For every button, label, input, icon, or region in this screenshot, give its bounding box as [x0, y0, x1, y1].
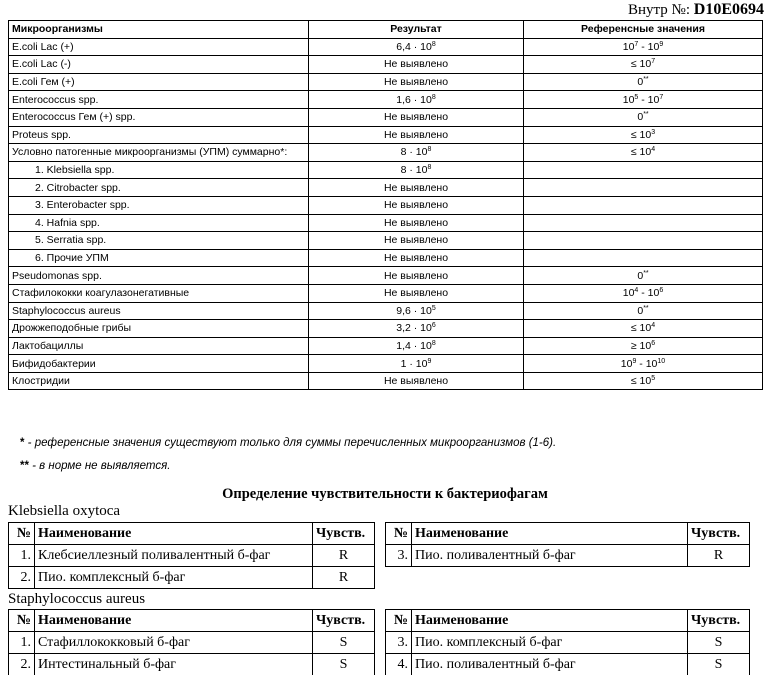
phage-row: [386, 545, 750, 567]
reference-range-upper: - 10: [636, 358, 657, 370]
reference-value: [524, 73, 763, 91]
reference-exponent-upper: 10: [657, 358, 665, 365]
reference-value: [524, 320, 763, 338]
reference-exponent-upper: 9: [659, 41, 663, 48]
result-mantissa: Не выявлено: [384, 76, 448, 88]
phage-sensitivity: S: [313, 632, 375, 654]
column-header-name: Наименование: [412, 610, 688, 632]
organism-name: Enterococcus Гем (+) spp.: [9, 108, 309, 126]
reference-exponent: 5: [634, 94, 638, 101]
result-value: [309, 179, 524, 197]
reference-range-upper: - 10: [638, 41, 659, 53]
organism-name: Бифидобактерии: [9, 355, 309, 373]
reference-base: ≥ 10: [631, 340, 651, 352]
phage-sensitivity: R: [688, 545, 750, 567]
phage-num: 4.: [386, 654, 412, 675]
reference-exponent: **: [643, 111, 648, 118]
column-header-sens: Чувств.: [688, 523, 750, 545]
result-value: [309, 320, 524, 338]
phage-row: [9, 545, 375, 567]
result-value: [309, 267, 524, 285]
reference-exponent: **: [643, 76, 648, 83]
reference-value: [524, 355, 763, 373]
result-row: [9, 108, 763, 126]
reference-value: [524, 267, 763, 285]
organism-name: Staphylococcus aureus: [9, 302, 309, 320]
phage-sensitivity: S: [688, 632, 750, 654]
result-mantissa: Не выявлено: [384, 199, 448, 211]
result-row: [9, 214, 763, 232]
reference-base: ≤ 10: [631, 322, 651, 334]
result-row: [9, 126, 763, 144]
result-mantissa: Не выявлено: [384, 58, 448, 70]
phage-sensitivity: S: [688, 654, 750, 675]
result-value: [309, 126, 524, 144]
organism-label-1: Klebsiella oxytoca: [8, 503, 120, 520]
result-mantissa: Не выявлено: [384, 270, 448, 282]
phage-sensitivity: R: [313, 545, 375, 567]
reference-base: ≤ 10: [631, 129, 651, 141]
column-header-name: Наименование: [35, 610, 313, 632]
reference-value: [524, 337, 763, 355]
result-row: [9, 302, 763, 320]
reference-base: 10: [623, 41, 635, 53]
phage-table-1-right: [385, 522, 750, 567]
result-row: [9, 56, 763, 74]
organism-name: 6. Прочие УПМ: [9, 249, 309, 267]
result-mantissa: Не выявлено: [384, 287, 448, 299]
phage-num: 3.: [386, 545, 412, 567]
reference-base: ≤ 10: [631, 375, 651, 387]
phage-sensitivity: R: [313, 567, 375, 589]
result-value: [309, 372, 524, 390]
reference-value: [524, 38, 763, 56]
reference-exponent: **: [643, 270, 648, 277]
organism-name: Proteus spp.: [9, 126, 309, 144]
organism-name: Лактобациллы: [9, 337, 309, 355]
result-value: [309, 232, 524, 250]
column-header-sens: Чувств.: [313, 523, 375, 545]
result-row: [9, 38, 763, 56]
result-value: [309, 302, 524, 320]
results-table: [8, 20, 763, 390]
internal-number-value: D10E0694: [694, 1, 764, 18]
phage-sensitivity: S: [313, 654, 375, 675]
result-exponent: 8: [427, 146, 431, 153]
phage-name: Пио. комплексный б-фаг: [412, 632, 688, 654]
result-value: [309, 196, 524, 214]
result-mantissa: Не выявлено: [384, 129, 448, 141]
column-header-num: №: [9, 523, 35, 545]
column-header-num: №: [386, 610, 412, 632]
result-row: [9, 249, 763, 267]
reference-value: [524, 108, 763, 126]
reference-exponent: 9: [632, 358, 636, 365]
result-value: [309, 161, 524, 179]
phage-name: Интестинальный б-фаг: [35, 654, 313, 675]
reference-base: 10: [623, 287, 635, 299]
internal-number-caption: Внутр №:: [628, 2, 690, 18]
phage-row: [386, 632, 750, 654]
result-value: [309, 38, 524, 56]
organism-name: 5. Serratia spp.: [9, 232, 309, 250]
organism-name: Клостридии: [9, 372, 309, 390]
result-row: [9, 284, 763, 302]
reference-exponent-upper: 7: [659, 94, 663, 101]
result-mantissa: 9,6 · 10: [396, 305, 432, 317]
organism-label-2: Staphylococcus aureus: [8, 591, 145, 608]
organism-name: 3. Enterobacter spp.: [9, 196, 309, 214]
reference-value: [524, 249, 763, 267]
reference-exponent: 4: [651, 322, 655, 329]
phage-row: [9, 632, 375, 654]
organism-name: E.coli Lac (+): [9, 38, 309, 56]
reference-value: [524, 179, 763, 197]
phage-name: Пио. комплексный б-фаг: [35, 567, 313, 589]
reference-exponent-upper: 6: [659, 287, 663, 294]
phage-name: Клебсиеллезный поливалентный б-фаг: [35, 545, 313, 567]
reference-base: 0: [637, 76, 643, 88]
result-row: [9, 179, 763, 197]
result-mantissa: 1,6 · 10: [396, 94, 432, 106]
result-value: [309, 355, 524, 373]
result-value: [309, 144, 524, 162]
footnote-2-text: - в норме не выявляется.: [29, 460, 170, 472]
result-row: [9, 232, 763, 250]
organism-name: Дрожжеподобные грибы: [9, 320, 309, 338]
reference-value: [524, 144, 763, 162]
result-value: [309, 91, 524, 109]
reference-value: [524, 214, 763, 232]
column-header-num: №: [9, 610, 35, 632]
result-row: [9, 337, 763, 355]
reference-range-upper: - 10: [638, 94, 659, 106]
result-row: [9, 91, 763, 109]
organism-name: Pseudomonas spp.: [9, 267, 309, 285]
result-exponent: 8: [432, 340, 436, 347]
result-value: [309, 284, 524, 302]
result-value: [309, 214, 524, 232]
footnote-1-text: - референсные значения существуют только для суммы перечисленных микроорганизмов (1-6).: [24, 437, 556, 449]
result-mantissa: 8 · 10: [401, 146, 428, 158]
result-mantissa: Не выявлено: [384, 252, 448, 264]
reference-value: [524, 161, 763, 179]
result-exponent: 8: [432, 41, 436, 48]
result-mantissa: Не выявлено: [384, 375, 448, 387]
result-mantissa: 1,4 · 10: [396, 340, 432, 352]
organism-name: Enterococcus spp.: [9, 91, 309, 109]
reference-value: [524, 91, 763, 109]
result-mantissa: 6,4 · 10: [396, 41, 432, 53]
phage-table-header: [9, 523, 375, 545]
reference-base: ≤ 10: [631, 58, 651, 70]
organism-name: E.coli Гем (+): [9, 73, 309, 91]
reference-exponent: 7: [651, 58, 655, 65]
column-header-sens: Чувств.: [688, 610, 750, 632]
phage-num: 1.: [9, 632, 35, 654]
phage-table-2-left: [8, 609, 375, 675]
result-row: [9, 161, 763, 179]
organism-name: 1. Klebsiella spp.: [9, 161, 309, 179]
reference-exponent: 4: [634, 287, 638, 294]
result-mantissa: Не выявлено: [384, 182, 448, 194]
result-exponent: 5: [432, 305, 436, 312]
column-header-organism: Микроорганизмы: [9, 21, 309, 39]
result-exponent: 6: [432, 322, 436, 329]
reference-exponent: 6: [651, 340, 655, 347]
phage-table-header: [386, 523, 750, 545]
reference-value: [524, 372, 763, 390]
phage-num: 2.: [9, 654, 35, 675]
footnote-1-mark: *: [20, 437, 24, 449]
phage-table-header: [386, 610, 750, 632]
reference-base: 0: [637, 305, 643, 317]
result-row: [9, 196, 763, 214]
reference-exponent: 3: [651, 129, 655, 136]
organism-name: E.coli Lac (-): [9, 56, 309, 74]
reference-value: [524, 284, 763, 302]
phage-num: 1.: [9, 545, 35, 567]
phage-table-1-left: [8, 522, 375, 589]
phage-row: [9, 567, 375, 589]
phage-section-title: Определение чувствительности к бактериофагам: [0, 486, 770, 503]
reference-base: ≤ 10: [631, 146, 651, 158]
result-row: [9, 73, 763, 91]
phage-num: 3.: [386, 632, 412, 654]
reference-value: [524, 196, 763, 214]
organism-name: Условно патогенные микроорганизмы (УПМ) суммарно*:: [9, 144, 309, 162]
phage-num: 2.: [9, 567, 35, 589]
result-value: [309, 56, 524, 74]
reference-value: [524, 302, 763, 320]
internal-number-label: [628, 1, 764, 19]
footnote-2: [20, 460, 170, 472]
result-row: [9, 267, 763, 285]
reference-base: 10: [621, 358, 633, 370]
reference-exponent: 4: [651, 146, 655, 153]
phage-name: Стафиллококковый б-фаг: [35, 632, 313, 654]
phage-table-header: [9, 610, 375, 632]
result-value: [309, 337, 524, 355]
result-row: [9, 144, 763, 162]
result-mantissa: 3,2 · 10: [396, 322, 432, 334]
reference-value: [524, 56, 763, 74]
column-header-num: №: [386, 523, 412, 545]
reference-exponent: **: [643, 305, 648, 312]
result-value: [309, 73, 524, 91]
footnote-2-mark: **: [20, 460, 29, 472]
result-mantissa: Не выявлено: [384, 234, 448, 246]
result-row: [9, 355, 763, 373]
result-mantissa: 1 · 10: [401, 358, 428, 370]
result-value: [309, 108, 524, 126]
reference-range-upper: - 10: [638, 287, 659, 299]
result-value: [309, 249, 524, 267]
phage-table-2-right: [385, 609, 750, 675]
column-header-name: Наименование: [412, 523, 688, 545]
reference-base: 0: [637, 270, 643, 282]
result-mantissa: Не выявлено: [384, 111, 448, 123]
result-exponent: 8: [427, 164, 431, 171]
reference-exponent: 7: [634, 41, 638, 48]
organism-name: 2. Citrobacter spp.: [9, 179, 309, 197]
result-row: [9, 372, 763, 390]
result-mantissa: 8 · 10: [401, 164, 428, 176]
column-header-reference: Референсные значения: [524, 21, 763, 39]
footnote-1: [20, 437, 556, 449]
organism-name: 4. Hafnia spp.: [9, 214, 309, 232]
result-exponent: 8: [432, 94, 436, 101]
result-mantissa: Не выявлено: [384, 217, 448, 229]
result-row: [9, 320, 763, 338]
reference-value: [524, 232, 763, 250]
column-header-sens: Чувств.: [313, 610, 375, 632]
reference-base: 10: [623, 94, 635, 106]
result-exponent: 9: [427, 358, 431, 365]
reference-value: [524, 126, 763, 144]
phage-name: Пио. поливалентный б-фаг: [412, 654, 688, 675]
phage-name: Пио. поливалентный б-фаг: [412, 545, 688, 567]
reference-base: 0: [637, 111, 643, 123]
column-header-name: Наименование: [35, 523, 313, 545]
organism-name: Стафилококки коагулазонегативные: [9, 284, 309, 302]
column-header-result: Результат: [309, 21, 524, 39]
reference-exponent: 5: [651, 375, 655, 382]
results-header-row: [9, 21, 763, 39]
